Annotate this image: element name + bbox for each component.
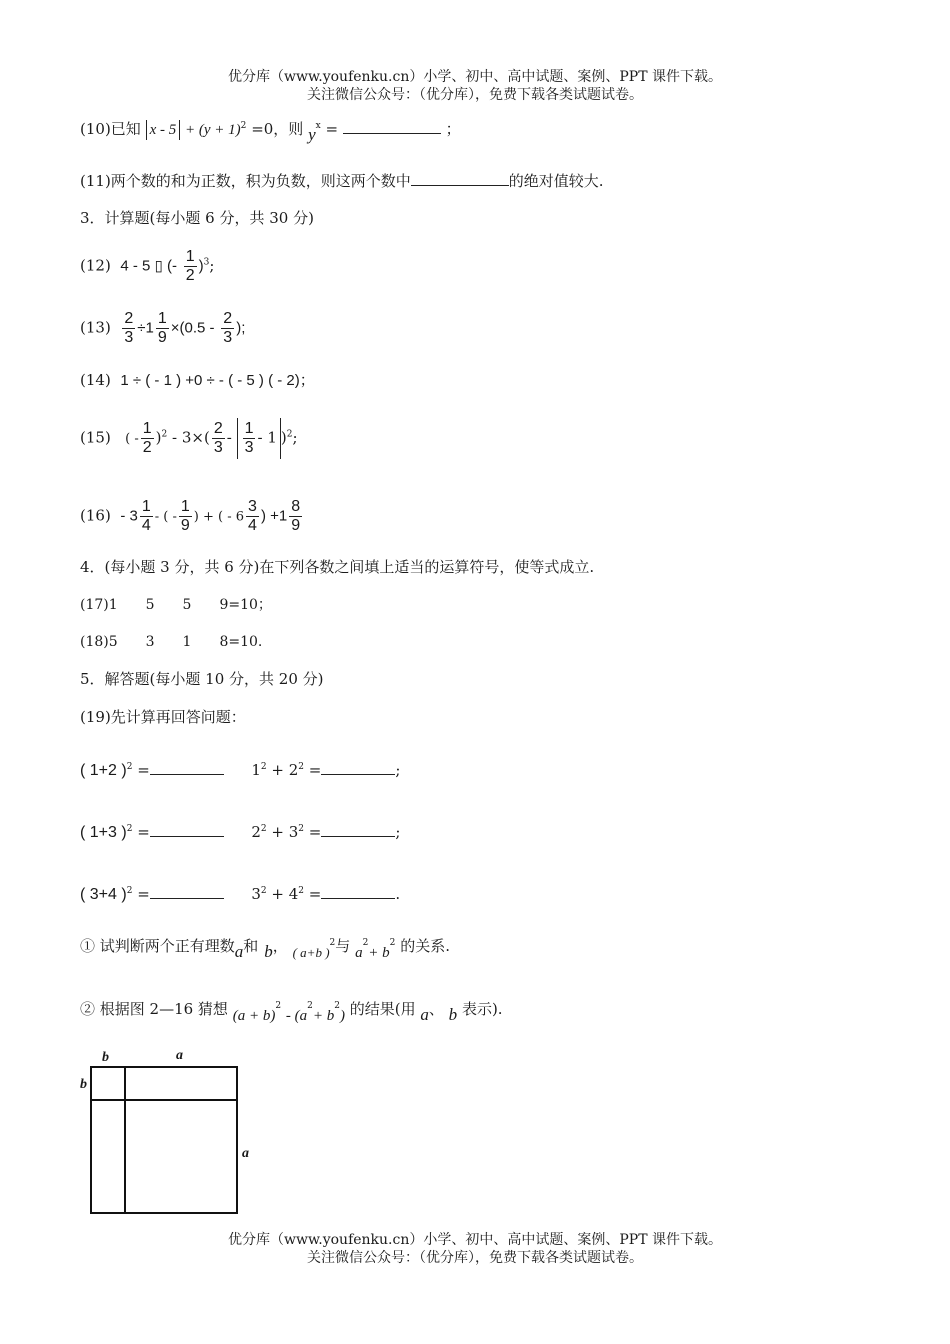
answer-blank[interactable] xyxy=(343,119,441,134)
fraction: $\frac{1}{2}$ xyxy=(142,420,152,456)
question-13: (13) $\frac{2}{3}$ ÷1 $\frac{1}{9}$ ×(0.5 - $\frac{2}{3}$ ); xyxy=(80,310,246,346)
fraction: $\frac{2}{3}$ xyxy=(124,310,134,346)
calc-row-2: ( 1+3 )$^2 = 2^2 + 3^2$ = ; xyxy=(80,823,401,841)
calc-row-3: ( 3+4 )$^2 = 3^2 + 4^2$ = . xyxy=(80,885,401,903)
square-figure xyxy=(90,1066,238,1214)
answer-blank[interactable] xyxy=(150,884,224,899)
answer-blank[interactable] xyxy=(321,760,395,775)
fraction: $\frac{1}{9}$ xyxy=(180,498,190,534)
calc-row-1: ( 1+2 )$^2 = 1^2 + 2^2$ = ; xyxy=(80,761,401,779)
footer-line-2: 关注微信公众号：（优分库），免费下载各类试题试卷。 xyxy=(307,1250,643,1266)
question-14: (14) 1 ÷ ( - 1 ) +0 ÷ - ( - 5 ) ( - 2)； xyxy=(80,371,315,389)
fraction: $\frac{1}{4}$ xyxy=(141,498,151,534)
question-18: (18)5 3 1 8=10. xyxy=(80,634,263,650)
fraction: $\frac{3}{4}$ xyxy=(248,498,257,534)
item-1: ① 试判断两个正有理数a和 b， ( a+b )$^2$与 $a^2+ b^2$ 的关系. xyxy=(80,937,450,961)
fraction: $\frac{2}{3}$ xyxy=(223,310,233,346)
question-15: (15) ( - $\frac{1}{2}$ )$^2$ - 3×( $\frac{2}{3}$ - $\frac{1}{3}$ - 1 )$^2$; xyxy=(80,418,298,459)
question-12: (12) 4 - 5 ▯ (- $\frac{1}{2}$ )$^3$; xyxy=(80,248,215,284)
figure-label-left-b: b xyxy=(80,1077,87,1092)
question-17: (17)1 5 5 9=10； xyxy=(80,597,272,613)
footer-line-1: 优分库（www.youfenku.cn）小学、初中、高中试题、案例、PPT 课件下载。 xyxy=(227,1232,722,1248)
abs-expression: x - 5 xyxy=(146,120,181,140)
fraction: $\frac{8}{9}$ xyxy=(291,498,301,534)
answer-blank[interactable] xyxy=(150,822,224,837)
figure-label-right-a: a xyxy=(242,1146,249,1161)
item-2: ② 根据图 2—16 猜想 $(a + b)^2 - (a^2+ b^2)$ 的结果(用 a、 b 表示). xyxy=(80,1000,503,1024)
answer-blank[interactable] xyxy=(321,822,395,837)
answer-blank[interactable] xyxy=(150,760,224,775)
answer-blank[interactable] xyxy=(411,171,509,186)
fraction: $\frac{1}{2}$ xyxy=(185,248,195,284)
question-11: (11)两个数的和为正数，积为负数，则这两个数中 的绝对值较大. xyxy=(80,172,604,190)
header-line-1: 优分库（www.youfenku.cn）小学、初中、高中试题、案例、PPT 课件下载。 xyxy=(227,69,722,85)
figure-label-top-b: b xyxy=(102,1050,109,1065)
header-line-2: 关注微信公众号：（优分库），免费下载各类试题试卷。 xyxy=(307,87,643,103)
figure-vertical-line xyxy=(124,1068,126,1212)
abs-expression: $\frac{1}{3}$ - 1 xyxy=(237,418,281,459)
question-19: (19)先计算再回答问题： xyxy=(80,708,246,726)
answer-blank[interactable] xyxy=(321,884,395,899)
question-10: (10)已知 $x - 5 + (y + 1)^2 =0$，则 $y^x$ = ； xyxy=(80,120,461,144)
fraction: $\frac{2}{3}$ xyxy=(213,420,223,456)
section-3-title: 3．计算题(每小题 6 分，共 30 分) xyxy=(80,209,314,227)
figure-horizontal-line xyxy=(92,1099,236,1101)
section-4-title: 4．(每小题 3 分，共 6 分)在下列各数之间填上适当的运算符号，使等式成立. xyxy=(80,558,595,576)
question-16: (16) - 3 $\frac{1}{4}$ - ( - $\frac{1}{9}$ ) + ( - 6 $\frac{3}{4}$ ) +1 $\frac{8}{9}$ xyxy=(80,498,301,534)
figure-label-top-a: a xyxy=(176,1048,183,1063)
fraction: $\frac{1}{9}$ xyxy=(157,310,167,346)
section-5-title: 5．解答题(每小题 10 分，共 20 分) xyxy=(80,670,324,688)
